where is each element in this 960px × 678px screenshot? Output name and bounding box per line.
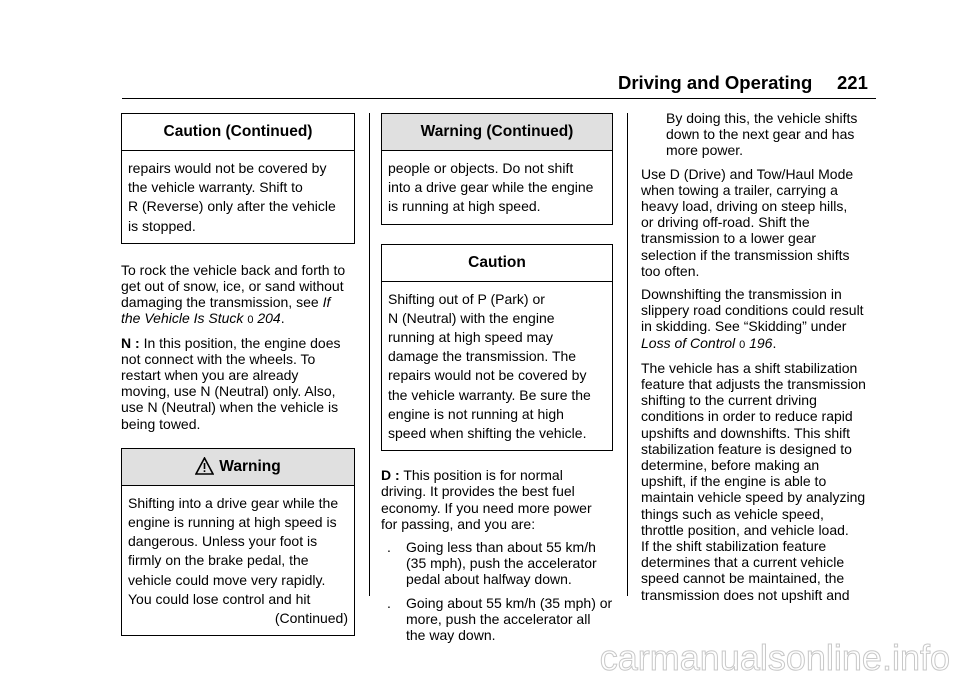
paragraph-line: determines that a current vehicle bbox=[641, 554, 845, 571]
paragraph-text: In this position, the engine does bbox=[143, 334, 341, 351]
list-item-line: more power. bbox=[666, 142, 744, 159]
paragraph-text: This position is for normal bbox=[403, 467, 563, 484]
warning-line: Shifting into a drive gear while the bbox=[128, 494, 339, 511]
caution-line: running at high speed may bbox=[388, 329, 553, 346]
paragraph-line: To rock the vehicle back and forth to bbox=[121, 261, 346, 278]
paragraph-line: speed cannot be maintained, the bbox=[641, 570, 845, 587]
paragraph-line: for passing, and you are: bbox=[381, 515, 536, 532]
bullet-dot: . bbox=[387, 594, 391, 611]
paragraph-line: or driving off-road. Shift the bbox=[641, 214, 810, 231]
page-ref-arrow-icon: 0 bbox=[739, 338, 746, 351]
paragraph-line: upshift, if the engine is able to bbox=[641, 473, 827, 490]
paragraph-line: determine, before making an bbox=[641, 457, 820, 474]
gear-label-d: D : bbox=[381, 467, 400, 484]
paragraph-line: The vehicle has a shift stabilization bbox=[641, 359, 858, 376]
page-reference-link[interactable]: 196 bbox=[749, 334, 773, 351]
paragraph-line: conditions in order to reduce rapid bbox=[641, 408, 853, 425]
paragraph-line: in skidding. See “Skidding” under bbox=[641, 318, 847, 335]
paragraph-line: feature that adjusts the transmission bbox=[641, 376, 866, 393]
paragraph-line: shifting to the current driving bbox=[641, 392, 817, 409]
punctuation: . bbox=[772, 334, 777, 351]
paragraph-line: transmission does not upshift and bbox=[641, 586, 850, 603]
paragraph-line: not connect with the wheels. To bbox=[121, 350, 316, 367]
paragraph-line: slippery road conditions could result bbox=[641, 302, 864, 319]
paragraph-line: driving. It provides the best fuel bbox=[381, 483, 575, 500]
paragraph-line: If the shift stabilization feature bbox=[641, 538, 827, 555]
caution-line: speed when shifting the vehicle. bbox=[388, 425, 587, 442]
list-item-line: Going less than about 55 km/h bbox=[406, 539, 596, 556]
caution-line: damage the transmission. The bbox=[388, 348, 577, 365]
paragraph-line: restart when you are already bbox=[121, 367, 299, 384]
warning-line: You could lose control and hit bbox=[128, 590, 311, 607]
caution-line: R (Reverse) only after the vehicle bbox=[128, 198, 336, 215]
bullet-dot: . bbox=[387, 539, 391, 556]
caution-line: N (Neutral) with the engine bbox=[388, 309, 555, 326]
paragraph-line: Use D (Drive) and Tow/Haul Mode bbox=[641, 165, 854, 182]
warning-line: dangerous. Unless your foot is bbox=[128, 533, 318, 550]
page-number: 221 bbox=[837, 72, 868, 93]
caution-line: repairs would not be covered by bbox=[128, 160, 327, 176]
watermark-text: carmanualsonline.info bbox=[599, 637, 950, 678]
warning-line: is running at high speed. bbox=[388, 198, 541, 215]
warning-continued-title: Warning (Continued) bbox=[382, 114, 612, 151]
caution-line: is stopped. bbox=[128, 217, 196, 234]
paragraph-line: use N (Neutral) when the vehicle is bbox=[121, 399, 339, 416]
list-item-line: down to the next gear and has bbox=[666, 126, 855, 143]
gear-label-n: N : bbox=[121, 334, 140, 351]
warning-title-text: Warning bbox=[219, 457, 281, 475]
caution-title: Caution bbox=[382, 245, 612, 282]
paragraph-line: maintain vehicle speed by analyzing bbox=[641, 489, 866, 506]
caution-line: Shifting out of P (Park) or bbox=[388, 290, 545, 307]
paragraph-line: moving, use N (Neutral) only. Also, bbox=[121, 383, 336, 400]
paragraph-line: Downshifting the transmission in bbox=[641, 286, 842, 303]
paragraph-line: when towing a trailer, carrying a bbox=[641, 181, 838, 198]
list-item-line: more, push the accelerator all bbox=[406, 610, 591, 627]
caution-line: repairs would not be covered by bbox=[388, 367, 587, 384]
caution-line: the vehicle warranty. Shift to bbox=[128, 179, 303, 196]
page-reference-link[interactable]: 204 bbox=[257, 310, 281, 327]
paragraph-line: being towed. bbox=[121, 415, 201, 432]
list-item-line: By doing this, the vehicle shifts bbox=[666, 110, 858, 126]
list-item-line: pedal about halfway down. bbox=[406, 571, 572, 588]
cross-reference-title: If bbox=[322, 294, 331, 311]
paragraph-line: stabilization feature is designed to bbox=[641, 440, 852, 457]
warning-line: into a drive gear while the engine bbox=[388, 179, 594, 196]
caution-line: the vehicle warranty. Be sure the bbox=[388, 386, 591, 403]
paragraph-line: things such as vehicle speed, bbox=[641, 505, 824, 522]
continued-label: (Continued) bbox=[274, 610, 348, 627]
paragraph-text: damaging the transmission, see bbox=[121, 294, 319, 311]
paragraph-line: upshifts and downshifts. This shift bbox=[641, 424, 851, 441]
warning-line: people or objects. Do not shift bbox=[388, 160, 574, 176]
paragraph-line: heavy load, driving on steep hills, bbox=[641, 198, 848, 215]
warning-line: vehicle could move very rapidly. bbox=[128, 571, 326, 588]
list-item-line: (35 mph), push the accelerator bbox=[406, 555, 597, 572]
paragraph-line: throttle position, and vehicle load. bbox=[641, 521, 849, 538]
caution-line: engine is not running at high bbox=[388, 405, 564, 422]
page-ref-arrow-icon: 0 bbox=[247, 314, 254, 327]
paragraph-line: economy. If you need more power bbox=[381, 499, 592, 516]
cross-reference-title: the Vehicle Is Stuck bbox=[121, 310, 244, 327]
paragraph-line: selection if the transmission shifts bbox=[641, 246, 850, 263]
warning-line: engine is running at high speed is bbox=[128, 514, 337, 531]
paragraph-line: get out of snow, ice, or sand without bbox=[121, 278, 344, 295]
paragraph-line: transmission to a lower gear bbox=[641, 230, 817, 247]
list-item-line: Going about 55 km/h (35 mph) or bbox=[406, 594, 613, 611]
warning-line: firmly on the brake pedal, the bbox=[128, 552, 309, 569]
section-title: Driving and Operating bbox=[618, 72, 813, 93]
paragraph-line: too often. bbox=[641, 262, 700, 279]
punctuation: . bbox=[280, 310, 285, 327]
caution-box-title: Caution (Continued) bbox=[122, 114, 354, 151]
cross-reference-title: Loss of Control bbox=[641, 334, 736, 351]
list-item-line: the way down. bbox=[406, 627, 496, 644]
